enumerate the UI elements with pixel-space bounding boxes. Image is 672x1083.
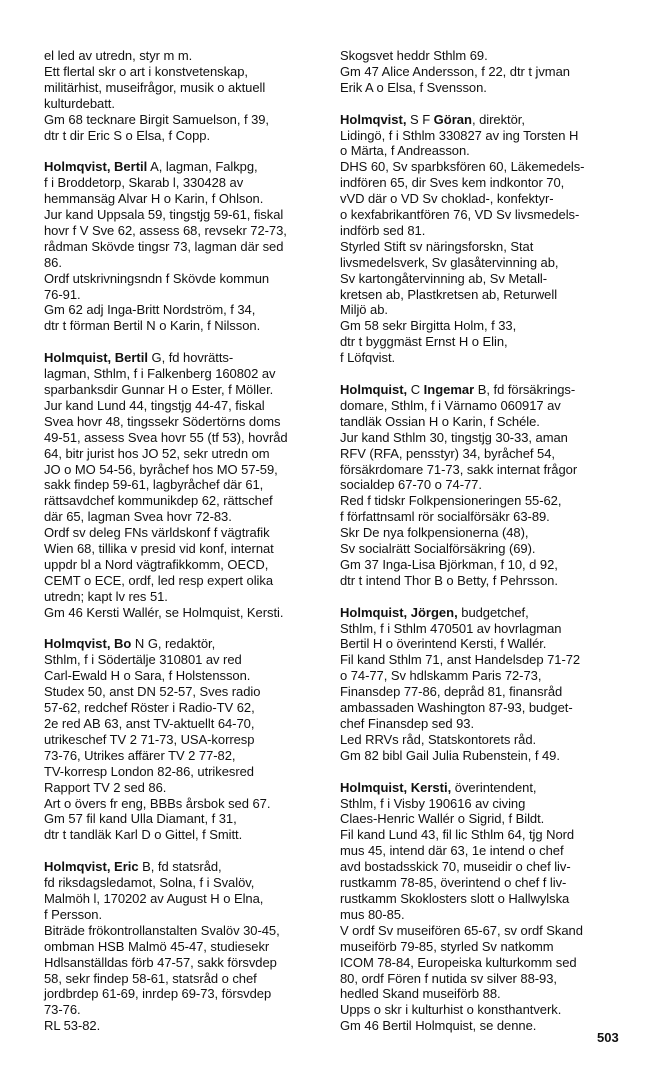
text-line: sparbanksdir Gunnar H o Ester, f Möller. xyxy=(44,382,274,397)
text-line: JO o MO 54-56, byråchef hos MO 57-59, xyxy=(44,461,278,477)
text-line: sakk findep 59-61, lagbyråchef där 61, xyxy=(44,477,264,493)
text-line: indförb sed 81. xyxy=(340,222,426,238)
entry-given-name: Eric xyxy=(114,859,139,875)
entry-holmqvist-bertil-a xyxy=(44,159,334,334)
entry-surname: Holmquist, xyxy=(340,382,408,397)
text-line: Jur kand Lund 44, tingstjg 44-47, fiskal xyxy=(44,397,265,413)
text-line: Carl-Ewald H o Sara, f Holstensson. xyxy=(44,668,251,684)
entry-holmqvist-eric xyxy=(44,859,334,1034)
text-line: mus 45, intend där 63, 1e intend o chef xyxy=(340,843,564,859)
entry-headline xyxy=(340,112,632,128)
text-line: dtr t byggmäst Ernst H o Elin, xyxy=(340,334,508,350)
entry-surname: Holmquist, xyxy=(44,350,112,366)
text-line: hovr f V Sve 62, assess 68, revsekr 72-73, xyxy=(44,222,287,238)
entry-headline-rest: , direktör, xyxy=(471,111,525,127)
text-line: 64, bitr jurist hos JO 52, sekr utredn om xyxy=(44,445,270,461)
text-line: Claes-Henric Wallér o Sigrid, f Bildt. xyxy=(340,811,545,827)
text-line: o Märta, f Andreasson. xyxy=(340,143,470,159)
text-line: Wien 68, tillika v presid vid konf, internat xyxy=(44,541,274,557)
text-line: dtr t intend Thor B o Betty, f Pehrsson. xyxy=(340,572,558,588)
text-line: V ordf Sv museifören 65-67, sv ordf Skand xyxy=(340,922,583,938)
text-line: TV-korresp London 82-86, utrikesred xyxy=(44,763,254,779)
text-line: Gm 46 Kersti Wallér, se Holmquist, Kersti. xyxy=(44,604,284,620)
text-line: Gm 47 Alice Andersson, f 22, dtr t jvman xyxy=(340,63,570,79)
text-line: Gm 46 Bertil Holmquist, se denne. xyxy=(340,1018,537,1034)
entry-holmquist-bertil-g xyxy=(44,350,334,620)
text-line: 2e red AB 63, anst TV-aktuellt 64-70, xyxy=(44,716,255,732)
entry-surname: Holmqvist, xyxy=(44,636,111,652)
text-line: Gm 57 fil kand Ulla Diamant, f 31, xyxy=(44,811,237,827)
text-line: Lidingö, f i Sthlm 330827 av ing Torsten H xyxy=(340,127,579,143)
text-line: ICOM 78-84, Europeiska kulturkomm sed xyxy=(340,954,577,970)
text-line: militärhist, museifrågor, musik o aktuell xyxy=(44,79,266,95)
text-line: Ett flertal skr o art i konstvetenskap, xyxy=(44,63,248,79)
entry-surname: Holmqvist, xyxy=(44,859,111,875)
entry-headline-initials: C xyxy=(410,382,424,397)
text-line: hemmansäg Alvar H o Karin, f Ohlson. xyxy=(44,191,264,207)
text-line: rådman Skövde tingsr 73, lagman där sed xyxy=(44,238,284,254)
text-line: jordbrdep 61-69, inrdep 69-73, försvdep xyxy=(44,986,272,1002)
entry-headline-rest: N G, redaktör, xyxy=(131,636,216,652)
text-line: lagman, Sthlm, f i Falkenberg 160802 av xyxy=(44,366,276,382)
entry-given-name: Bertil xyxy=(114,350,148,366)
text-line: socialdep 67-70 o 74-77. xyxy=(340,477,482,493)
text-line: dtr t dir Eric S o Elsa, f Copp. xyxy=(44,127,211,143)
text-line: Erik A o Elsa, f Svensson. xyxy=(340,79,487,95)
text-line: utredn; kapt lv res 51. xyxy=(44,588,168,604)
entry-headline xyxy=(44,859,334,875)
text-line: o kexfabrikantfören 76, VD Sv livsmedels- xyxy=(340,207,580,223)
text-line: RFV (RFA, pensstyr) 34, byråchef 54, xyxy=(340,445,555,461)
text-line: Ordf sv deleg FNs världskonf f vägtrafik xyxy=(44,525,270,541)
entry-headline xyxy=(340,605,632,621)
text-line: fd riksdagsledamot, Solna, f i Svalöv, xyxy=(44,875,255,891)
text-line: dtr t tandläk Karl D o Gittel, f Smitt. xyxy=(44,827,243,843)
text-line: Fil kand Sthlm 71, anst Handelsdep 71-72 xyxy=(340,652,581,668)
text-line: livsmedelsverk, Sv glasåtervinning ab, xyxy=(340,254,559,270)
text-line: Jur kand Uppsala 59, tingstjg 59-61, fiskal xyxy=(44,207,284,223)
entry-given-name: Bo xyxy=(114,636,132,652)
text-line: f i Broddetorp, Skarab l, 330428 av xyxy=(44,175,244,191)
text-line: Studex 50, anst DN 52-57, Sves radio xyxy=(44,684,261,700)
text-line: Sv kartongåtervinning ab, Sv Metall- xyxy=(340,270,548,286)
text-line: Sthlm, f i Sthlm 470501 av hovrlagman xyxy=(340,620,562,636)
entry-headline-rest: B, fd statsråd, xyxy=(138,859,222,875)
text-line: 73-76, Utrikes affärer TV 2 77-82, xyxy=(44,747,236,763)
text-line: Bertil H o överintend Kersti, f Wallér. xyxy=(340,636,547,652)
text-line: Gm 37 Inga-Lisa Björkman, f 10, d 92, xyxy=(340,556,558,572)
entry-holmqvist-bo xyxy=(44,636,334,843)
entry-given-name: Göran xyxy=(433,111,472,127)
entry-holmqvist-goran xyxy=(340,112,632,367)
entry-surname: Holmquist, xyxy=(340,779,408,795)
entry-given-name: Bertil xyxy=(114,159,148,175)
text-line: RL 53-82. xyxy=(44,1018,101,1034)
text-line: utrikeschef TV 2 71-73, USA-korresp xyxy=(44,731,255,747)
text-line: Sv socialrätt Socialförsäkring (69). xyxy=(340,541,536,557)
text-line: f författnsaml rör socialförsäkr 63-89. xyxy=(340,509,550,525)
text-line: el led av utredn, styr m m. xyxy=(44,48,193,63)
text-line: Upps o skr i kulturhist o konsthantverk. xyxy=(340,1002,562,1018)
entry-holmquist-kersti xyxy=(340,780,632,1035)
text-line: Hdlsanställdas förb 47-57, sakk försvdep xyxy=(44,954,277,970)
entry-headline xyxy=(44,636,334,652)
entry-given-name: Jörgen, xyxy=(410,604,458,620)
text-line: 73-76. xyxy=(44,1002,81,1018)
text-line: Malmöh l, 170202 av August H o Elna, xyxy=(44,890,264,906)
text-line: Skr De nya folkpensionerna (48), xyxy=(340,525,529,541)
text-line: ombman HSB Malmö 45-47, studiesekr xyxy=(44,938,270,954)
text-line: avd bostadsskick 70, museidir o chef liv- xyxy=(340,859,571,875)
text-line: DHS 60, Sv sparbksfören 60, Läkemedels- xyxy=(340,159,585,175)
text-line: dtr t förman Bertil N o Karin, f Nilsson. xyxy=(44,318,261,334)
text-line: indfören 65, dir Sves kem indkontor 70, xyxy=(340,175,565,191)
entry-headline-initials: S F xyxy=(410,111,434,127)
text-line: domare, Sthlm, f i Värnamo 060917 av xyxy=(340,397,561,413)
entry-continuation xyxy=(340,48,632,96)
entry-holmquist-ingemar xyxy=(340,382,632,589)
text-line: Biträde frökontrollanstalten Svalöv 30-45, xyxy=(44,922,280,938)
entry-given-name: Kersti, xyxy=(410,779,452,795)
text-line: Gm 58 sekr Birgitta Holm, f 33, xyxy=(340,318,517,334)
text-line: Rapport TV 2 sed 86. xyxy=(44,779,167,795)
text-line: museiförb 79-85, styrled Sv natkomm xyxy=(340,938,554,954)
text-line: Miljö ab. xyxy=(340,302,388,318)
entry-given-name: Ingemar xyxy=(423,382,475,397)
text-line: Ordf utskrivningsndn f Skövde kommun xyxy=(44,270,270,286)
text-line: CEMT o ECE, ordf, led resp expert olika xyxy=(44,572,274,588)
text-line: 76-91. xyxy=(44,286,81,302)
entry-headline xyxy=(44,159,334,175)
text-line: rustkamm Skoklosters slott o Hallwylska xyxy=(340,890,570,906)
text-line: Red f tidskr Folkpensioneringen 55-62, xyxy=(340,493,562,509)
text-line: 86. xyxy=(44,254,62,270)
entry-headline-rest: B, fd försäkrings- xyxy=(474,382,576,397)
text-line: försäkrdomare 71-73, sakk internat frågor xyxy=(340,461,578,477)
text-line: 58, sekr findep 58-61, statsråd o chef xyxy=(44,970,257,986)
text-line: Sthlm, f i Södertälje 310801 av red xyxy=(44,652,242,668)
entry-continuation xyxy=(44,48,334,143)
entry-surname: Holmqvist, xyxy=(44,159,111,175)
text-line: Sthlm, f i Visby 190616 av civing xyxy=(340,795,526,811)
entry-surname: Holmqvist, xyxy=(340,111,407,127)
text-line: ambassaden Washington 87-93, budget- xyxy=(340,700,573,716)
text-line: kulturdebatt. xyxy=(44,95,115,111)
text-line: där 65, lagman Svea hovr 72-83. xyxy=(44,509,232,525)
text-line: Art o övers fr eng, BBBs årsbok sed 67. xyxy=(44,795,271,811)
entry-headline xyxy=(44,350,334,366)
text-line: uppdr bl a Nord vägtrafikkomm, OECD, xyxy=(44,556,269,572)
text-line: Finansdep 77-86, depråd 81, finansråd xyxy=(340,684,563,700)
text-line: mus 80-85. xyxy=(340,906,405,922)
text-line: Gm 68 tecknare Birgit Samuelson, f 39, xyxy=(44,111,269,127)
text-line: vVD där o VD Sv choklad-, konfektyr- xyxy=(340,191,554,207)
column-left xyxy=(44,48,334,1050)
text-line: Jur kand Sthlm 30, tingstjg 30-33, aman xyxy=(340,429,568,445)
text-line: o 74-77, Sv hdlskamm Paris 72-73, xyxy=(340,668,542,684)
text-line: Svea hovr 48, tingssekr Södertörns doms xyxy=(44,413,281,429)
entry-headline-rest: budgetchef, xyxy=(457,604,529,620)
text-line: chef Finansdep sed 93. xyxy=(340,716,475,732)
text-line: rustkamm 78-85, överintend o chef f liv- xyxy=(340,875,567,891)
text-line: hedled Skand museiförb 88. xyxy=(340,986,501,1002)
text-line: rättsavdchef kommunikdep 62, rättschef xyxy=(44,493,273,509)
entry-surname: Holmquist, xyxy=(340,604,408,620)
text-line: f Löfqvist. xyxy=(340,350,396,366)
text-line: Skogsvet heddr Sthlm 69. xyxy=(340,48,488,63)
text-line: kretsen ab, Plastkretsen ab, Returwell xyxy=(340,286,558,302)
text-line: 49-51, assess Svea hovr 55 (tf 53), hovråd xyxy=(44,429,288,445)
text-line: 80, ordf Fören f nutida sv silver 88-93, xyxy=(340,970,557,986)
text-line: f Persson. xyxy=(44,906,103,922)
text-line: 57-62, redchef Röster i Radio-TV 62, xyxy=(44,700,255,716)
text-line: Led RRVs råd, Statskontorets råd. xyxy=(340,731,537,747)
text-line: Styrled Stift sv näringsforskn, Stat xyxy=(340,238,534,254)
text-line: tandläk Ossian H o Karin, f Schéle. xyxy=(340,413,540,429)
text-line: Gm 62 adj Inga-Britt Nordström, f 34, xyxy=(44,302,256,318)
text-line: Gm 82 bibl Gail Julia Rubenstein, f 49. xyxy=(340,747,560,763)
column-right xyxy=(340,48,632,1050)
entry-headline-rest: överintendent, xyxy=(451,779,537,795)
entry-holmquist-jorgen xyxy=(340,605,632,764)
entry-headline xyxy=(340,780,632,796)
entry-headline-rest: G, fd hovrätts- xyxy=(147,350,234,366)
page-number: 503 xyxy=(597,1030,619,1045)
text-line: Fil kand Lund 43, fil lic Sthlm 64, tjg Nord xyxy=(340,827,575,843)
entry-headline xyxy=(340,382,632,398)
entry-headline-rest: A, lagman, Falkpg, xyxy=(147,159,258,175)
